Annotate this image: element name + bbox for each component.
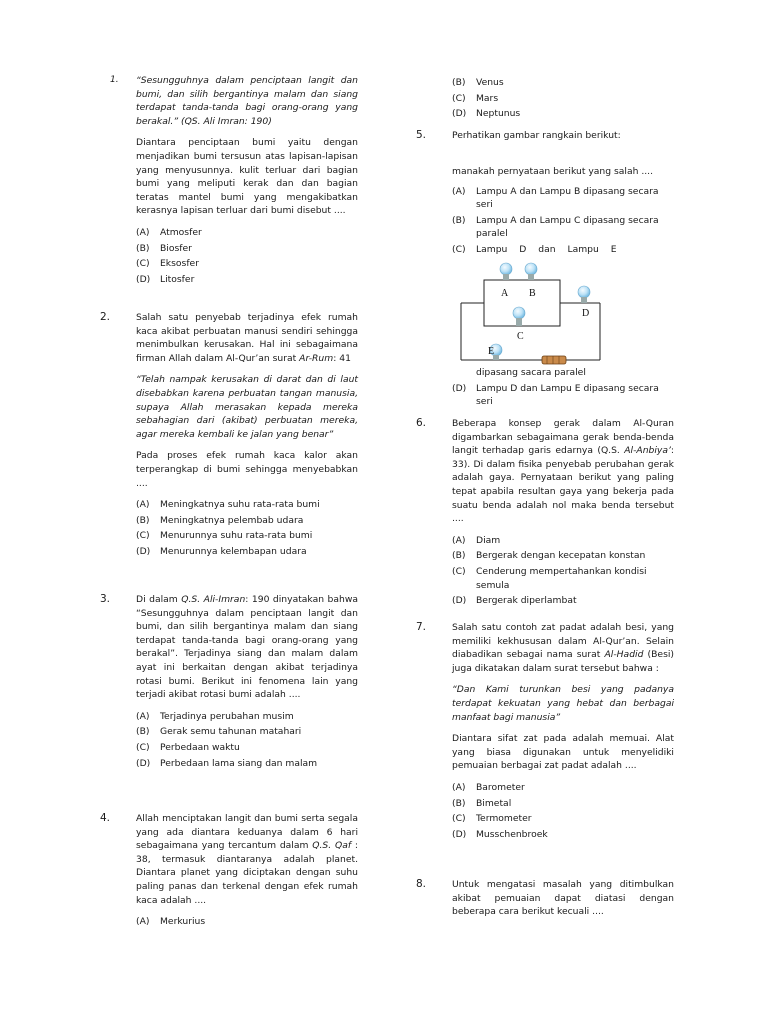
question-text: Beberapa konsep gerak dalam Al-Quran digambarkan sebagaimana gerak benda-benda langit terhadap garis edarnya (Q.S. Al-Anbiya’: 33). Di dalam fisika penyebab perubahan gerak adalah gaya. Pernyataan berikut yang paling tepat apabila resultan gaya yang bekerja pada suatu benda adalah nol maka benda tersebut .... — [452, 418, 674, 525]
option-d[interactable]: (D) Perbedaan lama siang dan malam — [136, 757, 318, 769]
option-a[interactable]: (A) Lampu A dan Lampu B dipasang secara seri — [452, 185, 659, 211]
option-d[interactable]: (D) Menurunnya kelembapan udara — [136, 545, 307, 557]
label-d: D — [582, 308, 590, 319]
question-text-2: Diantara sifat zat pada adalah memuai. Alat yang biasa digunakan untuk menyelidiki pemuaian berbagai zat padat adalah .... — [452, 733, 674, 772]
question-number: 5. — [416, 129, 427, 141]
question-text: Di dalam Q.S. Ali-Imran: 190 dinyatakan bahwa “Sesungguhnya dalam penciptaan langit dan bumi, dan silih bergantinya malam dan siang terdapat tanda-tanda bagi orang-orang yang berakal”. Terjadinya siang dan malam dalam ayat ini berkaitan dengan akibat terjadinya rotasi bumi. Berikut ini fenomena lain yang terjadi akibat rotasi bumi adalah .... — [136, 594, 358, 701]
question-number: 7. — [416, 621, 427, 633]
question-number: 3. — [100, 593, 111, 605]
option-c[interactable]: (C) Perbedaan waktu — [136, 741, 240, 753]
question-5-body — [452, 165, 678, 259]
option-b[interactable]: (B) Bergerak dengan kecepatan konstan — [452, 550, 646, 562]
answer-options — [452, 534, 674, 608]
option-c[interactable]: (C) Lampu D dan Lampu E — [452, 243, 617, 255]
answer-options — [136, 710, 358, 770]
option-c[interactable]: (C) Mars — [452, 92, 499, 104]
bulb-b-icon — [525, 263, 537, 280]
option-d[interactable]: (D) Musschenbroek — [452, 828, 548, 840]
option-b[interactable]: (B) Bimetal — [452, 797, 512, 809]
option-d[interactable]: (D) Neptunus — [452, 108, 521, 120]
option-b[interactable]: (B) Meningkatnya pelembab udara — [136, 514, 304, 526]
answer-options — [452, 781, 674, 841]
label-e: E — [488, 346, 495, 357]
option-d[interactable]: (D) Litosfer — [136, 273, 195, 285]
question-4-continued — [452, 76, 682, 123]
question-number: 6. — [416, 417, 427, 429]
quran-quote: “Sesungguhnya dalam penciptaan langit dan bumi, dan silih bergantinya malam dan siang terdapat tanda-tanda bagi orang-orang yang berakal.” (QS. Ali Imran: 190) — [136, 75, 358, 127]
option-c[interactable]: (C) Cenderung mempertahankan kondisi semula — [452, 565, 647, 591]
label-b: B — [529, 288, 536, 299]
option-c[interactable]: (C) Menurunnya suhu rata-rata bumi — [136, 530, 313, 542]
battery-icon — [542, 356, 566, 364]
bulb-a-icon — [500, 263, 512, 280]
quran-quote: “Telah nampak kerusakan di darat dan di laut disebabkan karena perbuatan tangan manusia, supaya Allah merasakan kepada mereka sebahagian dari (akibat) perbuatan mereka, agar mereka kembali ke jalan yang benar” — [136, 374, 358, 440]
option-a[interactable]: (A) Meningkatnya suhu rata-rata bumi — [136, 499, 320, 511]
question-text: Allah menciptakan langit dan bumi serta segala yang ada diantara keduanya dalam 6 hari sebagaimana yang tercantum dalam Q.S. Qaf : 38, termasuk diantaranya adalah planet. Diantara planet yang diciptakan dengan suhu paling panas dan terkenal dengan efek rumah kaca adalah .... — [136, 813, 358, 906]
answer-options — [136, 498, 358, 558]
option-b[interactable]: (B) Biosfer — [136, 242, 192, 254]
label-a: A — [501, 288, 509, 299]
question-text: Untuk mengatasi masalah yang ditimbulkan akibat pemuaian dapat diatasi dengan beberapa cara berikut kecuali .... — [452, 879, 674, 918]
option-c[interactable]: (C) Eksosfer — [136, 258, 199, 270]
question-number: 8. — [416, 878, 427, 890]
option-c-continuation: dipasang sacara paralel — [476, 367, 586, 378]
option-d[interactable]: (D) Bergerak diperlambat — [452, 595, 577, 607]
option-b[interactable]: (B) Lampu A dan Lampu C dipasang secara paralel — [452, 214, 659, 240]
answer-options — [136, 915, 358, 929]
option-d[interactable]: (D) Lampu D dan Lampu E dipasang secara seri — [452, 382, 659, 408]
option-b[interactable]: (B) Venus — [452, 77, 504, 88]
question-number: 1. — [110, 75, 119, 85]
bulb-d-icon — [578, 286, 590, 303]
bulb-c-icon — [513, 307, 525, 326]
quran-quote: “Dan Kami turunkan besi yang padanya terdapat kekuatan yang hebat dan berbagai manfaat bagi manusia” — [452, 684, 674, 723]
option-c[interactable]: (C) Termometer — [452, 813, 532, 825]
question-text: Salah satu penyebab terjadinya efek rumah kaca akibat perbuatan manusi sendiri sehingga menimbulkan kerusakan. Hal ini sebagaimana firman Allah dalam Al-Qur’an surat Ar-Rum: 41 — [136, 312, 358, 364]
label-c: C — [517, 331, 524, 342]
question-text-2: manakah pernyataan berikut yang salah .... — [452, 166, 654, 177]
circuit-diagram — [456, 258, 606, 368]
question-text: Salah satu contoh zat padat adalah besi, yang memiliki kekhususan dalam Al-Qur’an. Selain diabadikan sebagai nama surat Al-Hadid (Besi) juga dikatakan dalam surat tersebut bahwa : — [452, 622, 674, 674]
option-a[interactable]: (A) Barometer — [452, 781, 525, 793]
option-a[interactable]: (A) Terjadinya perubahan musim — [136, 710, 294, 722]
option-a[interactable]: (A) Diam — [452, 534, 501, 546]
question-number: 2. — [100, 311, 111, 323]
option-b[interactable]: (B) Gerak semu tahunan matahari — [136, 726, 302, 738]
option-a[interactable]: (A) Merkurius — [136, 916, 206, 928]
option-a[interactable]: (A) Atmosfer — [136, 226, 202, 238]
question-text-2: Pada proses efek rumah kaca kalor akan terperangkap di bumi sehingga menyebabkan .... — [136, 450, 358, 489]
question-text: Diantara penciptaan bumi yaitu dengan menjadikan bumi tersusun atas lapisan-lapisan yang menyusunnya. kulit terluar dari bagian bumi yang meliputi kerak dan dan bagian teratas mantel bumi yang mengakibatkan kerasnya lapisan terluar dari bumi disebut .... — [136, 137, 358, 217]
question-number: 4. — [100, 812, 111, 824]
question-text: Perhatikan gambar rangkain berikut: — [452, 130, 621, 141]
question-5-continued — [452, 366, 678, 411]
answer-options — [136, 226, 358, 286]
